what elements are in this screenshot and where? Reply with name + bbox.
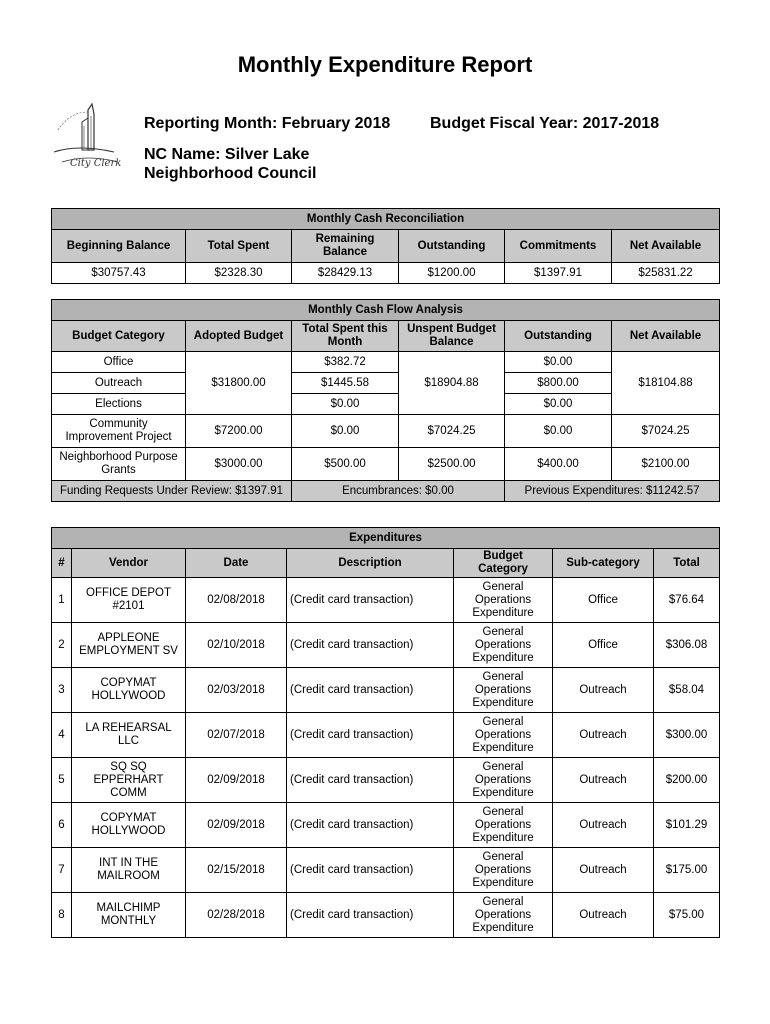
budget-category: General Operations Expenditure <box>454 758 553 803</box>
table-row <box>52 352 720 373</box>
budget-category: General Operations Expenditure <box>454 848 553 893</box>
row-number: 6 <box>52 803 72 848</box>
cip-adopted: $7200.00 <box>186 415 292 448</box>
date: 02/28/2018 <box>186 893 287 938</box>
vendor: COPYMAT HOLLYWOOD <box>72 803 186 848</box>
cash-reconciliation-table <box>51 208 720 284</box>
sub-category: Outreach <box>553 713 654 758</box>
elections-outstanding: $0.00 <box>505 394 612 415</box>
col-total-spent-month: Total Spent this Month <box>292 321 399 352</box>
col-budget-category: Budget Category <box>454 549 553 578</box>
col-date: Date <box>186 549 287 578</box>
outreach-outstanding: $800.00 <box>505 373 612 394</box>
row-number: 1 <box>52 578 72 623</box>
vendor: LA REHEARSAL LLC <box>72 713 186 758</box>
col-vendor: Vendor <box>72 549 186 578</box>
logo-lettering: City Clerk <box>70 158 122 169</box>
group-adopted-budget: $31800.00 <box>186 352 292 415</box>
budget-category: General Operations Expenditure <box>454 623 553 668</box>
col-unspent-balance: Unspent Budget Balance <box>399 321 505 352</box>
table-row <box>52 803 720 848</box>
vendor: SQ SQ EPPERHART COMM <box>72 758 186 803</box>
outstanding-value: $1200.00 <box>399 263 505 284</box>
vendor: MAILCHIMP MONTHLY <box>72 893 186 938</box>
vendor: OFFICE DEPOT #2101 <box>72 578 186 623</box>
city-clerk-logo <box>48 100 130 182</box>
npg-adopted: $3000.00 <box>186 448 292 481</box>
npg-unspent: $2500.00 <box>399 448 505 481</box>
previous-expenditures: Previous Expenditures: $11242.57 <box>505 481 720 502</box>
total: $175.00 <box>654 848 720 893</box>
total-spent-value: $2328.30 <box>186 263 292 284</box>
sub-category: Outreach <box>553 848 654 893</box>
row-number: 5 <box>52 758 72 803</box>
cip-spent: $0.00 <box>292 415 399 448</box>
vendor: COPYMAT HOLLYWOOD <box>72 668 186 713</box>
vendor: APPLEONE EMPLOYMENT SV <box>72 623 186 668</box>
total: $200.00 <box>654 758 720 803</box>
sub-category: Outreach <box>553 758 654 803</box>
sub-category: Office <box>553 623 654 668</box>
category-office: Office <box>52 352 186 373</box>
npg-net: $2100.00 <box>612 448 720 481</box>
nc-name-line2: Neighborhood Council <box>144 165 317 182</box>
table-row <box>52 893 720 938</box>
col-adopted-budget: Adopted Budget <box>186 321 292 352</box>
row-number: 4 <box>52 713 72 758</box>
office-outstanding: $0.00 <box>505 352 612 373</box>
nc-name: NC Name: Silver Lake <box>144 146 310 163</box>
date: 02/09/2018 <box>186 758 287 803</box>
reporting-month: Reporting Month: February 2018 <box>144 115 391 132</box>
row-number: 7 <box>52 848 72 893</box>
sub-category: Office <box>553 578 654 623</box>
npg-outstanding: $400.00 <box>505 448 612 481</box>
col-commitments: Commitments <box>505 230 612 263</box>
col-total-spent: Total Spent <box>186 230 292 263</box>
outreach-spent: $1445.58 <box>292 373 399 394</box>
description: (Credit card transaction) <box>287 893 454 938</box>
row-number: 8 <box>52 893 72 938</box>
expenditures-title: Expenditures <box>52 528 720 549</box>
col-outstanding: Outstanding <box>399 230 505 263</box>
col-remaining-balance: Remaining Balance <box>292 230 399 263</box>
col-sub-category: Sub-category <box>553 549 654 578</box>
group-net-available: $18104.88 <box>612 352 720 415</box>
npg-spent: $500.00 <box>292 448 399 481</box>
category-elections: Elections <box>52 394 186 415</box>
date: 02/07/2018 <box>186 713 287 758</box>
total: $58.04 <box>654 668 720 713</box>
commitments-value: $1397.91 <box>505 263 612 284</box>
row-number: 3 <box>52 668 72 713</box>
category-npg: Neighborhood Purpose Grants <box>52 448 186 481</box>
fiscal-year: Budget Fiscal Year: 2017-2018 <box>430 115 660 132</box>
sub-category: Outreach <box>553 803 654 848</box>
table-row <box>52 713 720 758</box>
report-title: Monthly Expenditure Report <box>237 52 533 77</box>
sub-category: Outreach <box>553 668 654 713</box>
col-total: Total <box>654 549 720 578</box>
description: (Credit card transaction) <box>287 623 454 668</box>
row-number: 2 <box>52 623 72 668</box>
office-spent: $382.72 <box>292 352 399 373</box>
description: (Credit card transaction) <box>287 668 454 713</box>
total: $75.00 <box>654 893 720 938</box>
budget-category: General Operations Expenditure <box>454 893 553 938</box>
budget-category: General Operations Expenditure <box>454 803 553 848</box>
elections-spent: $0.00 <box>292 394 399 415</box>
col-number: # <box>52 549 72 578</box>
cip-unspent: $7024.25 <box>399 415 505 448</box>
category-outreach: Outreach <box>52 373 186 394</box>
col-outstanding: Outstanding <box>505 321 612 352</box>
encumbrances: Encumbrances: $0.00 <box>292 481 505 502</box>
total: $101.29 <box>654 803 720 848</box>
net-available-value: $25831.22 <box>612 263 720 284</box>
table-row <box>52 668 720 713</box>
table-row <box>52 578 720 623</box>
table-row <box>52 448 720 481</box>
beginning-balance-value: $30757.43 <box>52 263 186 284</box>
date: 02/03/2018 <box>186 668 287 713</box>
description: (Credit card transaction) <box>287 848 454 893</box>
col-description: Description <box>287 549 454 578</box>
table-row <box>52 415 720 448</box>
description: (Credit card transaction) <box>287 758 454 803</box>
date: 02/08/2018 <box>186 578 287 623</box>
col-beginning-balance: Beginning Balance <box>52 230 186 263</box>
date: 02/10/2018 <box>186 623 287 668</box>
sub-category: Outreach <box>553 893 654 938</box>
col-budget-category: Budget Category <box>52 321 186 352</box>
budget-category: General Operations Expenditure <box>454 713 553 758</box>
col-net-available: Net Available <box>612 321 720 352</box>
col-net-available: Net Available <box>612 230 720 263</box>
cip-net: $7024.25 <box>612 415 720 448</box>
table-row <box>52 848 720 893</box>
budget-category: General Operations Expenditure <box>454 578 553 623</box>
remaining-balance-value: $28429.13 <box>292 263 399 284</box>
expenditures-table <box>51 527 720 938</box>
budget-category: General Operations Expenditure <box>454 668 553 713</box>
total: $300.00 <box>654 713 720 758</box>
vendor: INT IN THE MAILROOM <box>72 848 186 893</box>
table-row <box>52 623 720 668</box>
description: (Credit card transaction) <box>287 578 454 623</box>
date: 02/15/2018 <box>186 848 287 893</box>
description: (Credit card transaction) <box>287 713 454 758</box>
cip-outstanding: $0.00 <box>505 415 612 448</box>
reconciliation-title: Monthly Cash Reconciliation <box>52 209 720 230</box>
cash-flow-table <box>51 299 720 502</box>
description: (Credit card transaction) <box>287 803 454 848</box>
category-cip: Community Improvement Project <box>52 415 186 448</box>
total: $306.08 <box>654 623 720 668</box>
total: $76.64 <box>654 578 720 623</box>
cash-flow-title: Monthly Cash Flow Analysis <box>52 300 720 321</box>
group-unspent-balance: $18904.88 <box>399 352 505 415</box>
date: 02/09/2018 <box>186 803 287 848</box>
funding-requests: Funding Requests Under Review: $1397.91 <box>52 481 292 502</box>
table-row <box>52 758 720 803</box>
